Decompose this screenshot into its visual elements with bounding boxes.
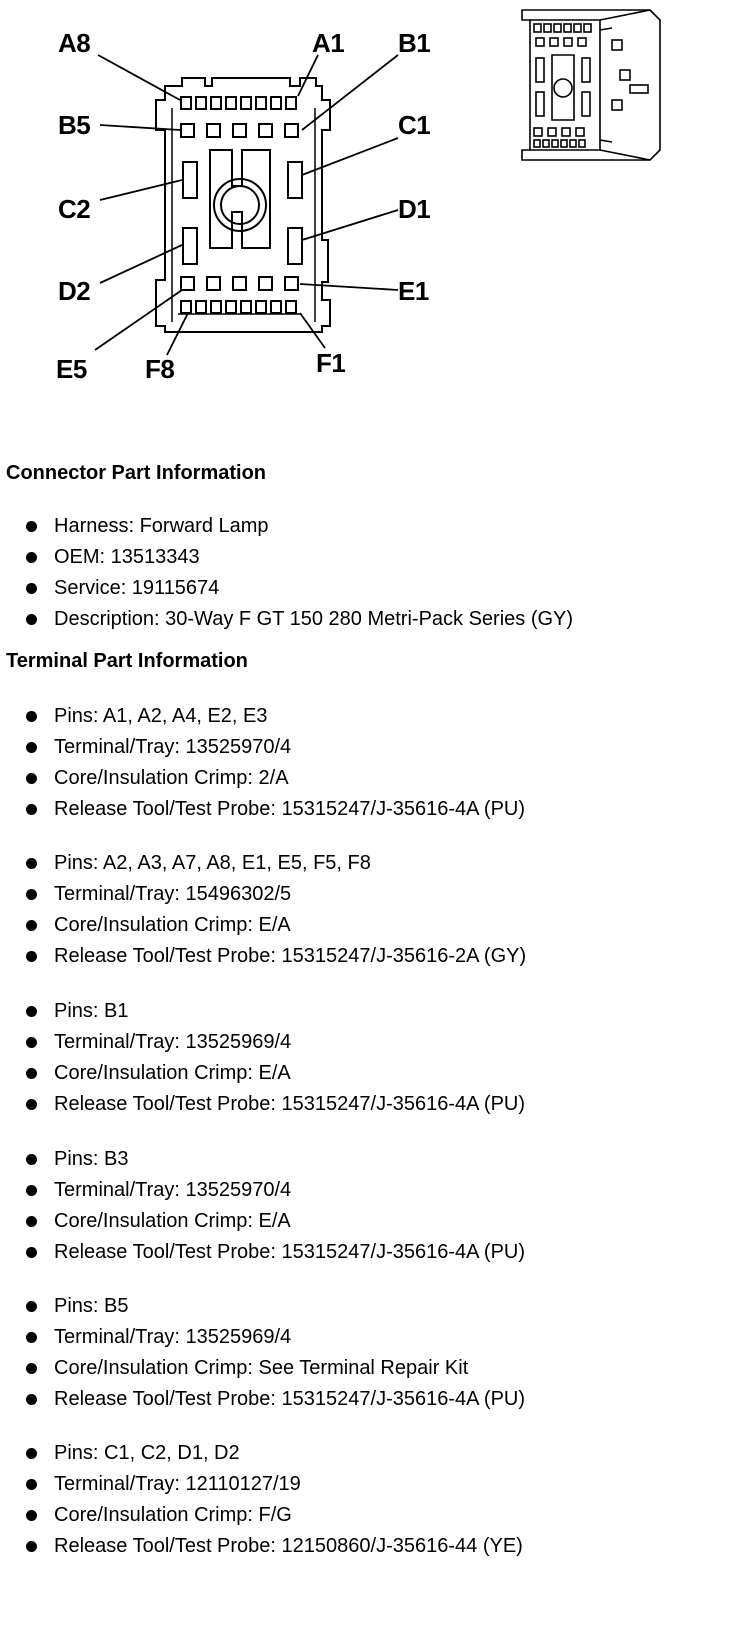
connector-info-list [0,511,736,635]
callout-e5: E5 [56,354,87,384]
callout-e1: E1 [398,276,429,306]
crimp-item: Core/Insulation Crimp: F/G [0,1500,736,1531]
terminal-group [0,701,736,825]
pins-item: Pins: A2, A3, A7, A8, E1, E5, F5, F8 [0,848,736,879]
pins-item: Pins: B1 [0,996,736,1027]
crimp-item: Core/Insulation Crimp: 2/A [0,763,736,794]
tray-item: Terminal/Tray: 12110127/19 [0,1469,736,1500]
callout-a1: A1 [312,28,345,58]
callout-d1: D1 [398,194,431,224]
list-item: Description: 30-Way F GT 150 280 Metri-Pack Series (GY) [0,604,736,635]
list-item: Service: 19115674 [0,573,736,604]
callout-f1: F1 [316,348,346,378]
terminal-group [0,848,736,972]
terminal-group [0,1291,736,1415]
connector-diagram [0,0,736,420]
list-item: Harness: Forward Lamp [0,511,736,542]
pins-item: Pins: A1, A2, A4, E2, E3 [0,701,736,732]
tray-item: Terminal/Tray: 13525969/4 [0,1322,736,1353]
callout-a8: A8 [58,28,91,58]
terminal-group [0,996,736,1120]
callout-f8: F8 [145,354,175,384]
tray-item: Terminal/Tray: 13525970/4 [0,1175,736,1206]
crimp-item: Core/Insulation Crimp: E/A [0,1058,736,1089]
pins-item: Pins: B3 [0,1144,736,1175]
crimp-item: Core/Insulation Crimp: E/A [0,910,736,941]
tool-item: Release Tool/Test Probe: 12150860/J-35616-44 (YE) [0,1531,736,1562]
callout-b1: B1 [398,28,431,58]
tool-item: Release Tool/Test Probe: 15315247/J-35616-4A (PU) [0,794,736,825]
callout-c2: C2 [58,194,91,224]
tool-item: Release Tool/Test Probe: 15315247/J-35616-4A (PU) [0,1384,736,1415]
connector-perspective-drawing [522,10,660,160]
tool-item: Release Tool/Test Probe: 15315247/J-35616-4A (PU) [0,1089,736,1120]
pins-item: Pins: B5 [0,1291,736,1322]
tray-item: Terminal/Tray: 13525969/4 [0,1027,736,1058]
callout-b5: B5 [58,110,91,140]
connector-info-heading: Connector Part Information [6,462,267,484]
tray-item: Terminal/Tray: 15496302/5 [0,879,736,910]
callout-c1: C1 [398,110,431,140]
terminal-info-heading: Terminal Part Information [6,650,248,672]
tool-item: Release Tool/Test Probe: 15315247/J-35616-4A (PU) [0,1237,736,1268]
crimp-item: Core/Insulation Crimp: See Terminal Repair Kit [0,1353,736,1384]
tray-item: Terminal/Tray: 13525970/4 [0,732,736,763]
terminal-group [0,1438,736,1562]
crimp-item: Core/Insulation Crimp: E/A [0,1206,736,1237]
list-item: OEM: 13513343 [0,542,736,573]
callout-d2: D2 [58,276,91,306]
connector-face-drawing [0,0,736,420]
tool-item: Release Tool/Test Probe: 15315247/J-35616-2A (GY) [0,941,736,972]
pins-item: Pins: C1, C2, D1, D2 [0,1438,736,1469]
terminal-group [0,1144,736,1268]
